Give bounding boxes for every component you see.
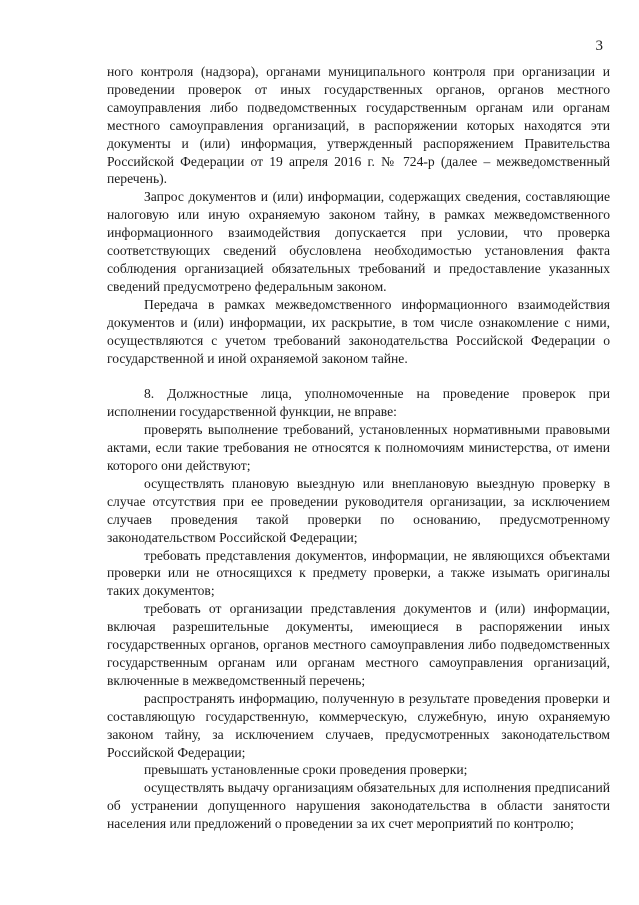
document-body xyxy=(107,63,610,833)
body-paragraph: ного контроля (надзора), органами муниципального контроля при организации и проведении проверок от иных государственных органов, органов местного самоуправления либо подведомственных государственным органам или органам местного самоуправления организаций, в распоряжении которых находятся эти документы и (или) информация, утвержденный распоряжением Правительства Российской Федерации от 19 апреля 2016 г. № 724-р (далее – межведомственный перечень). xyxy=(107,64,610,187)
body-paragraph: осуществлять плановую выездную или внеплановую выездную проверку в случае отсутствия при ее проведении руководителя организации, за исключением случаев проведения такой проверки по основанию, предусмотренному законодательством Российской Федерации; xyxy=(107,475,610,545)
body-paragraph: Передача в рамках межведомственного информационного взаимодействия документов и (или) информации, их раскрытие, в том числе ознакомление с ними, осуществляются с учетом требований законодательства Российской Федерации о государственной и иной охраняемой законом тайне. xyxy=(107,296,610,366)
body-paragraph: требовать от организации представления документов и (или) информации, включая разрешительные документы, имеющиеся в распоряжении иных государственных органов, органов местного самоуправления либо подведомственных государственным органам или органам местного самоуправления организаций, включенные в межведомственный перечень; xyxy=(107,601,610,688)
body-paragraph: проверять выполнение требований, установленных нормативными правовыми актами, если такие требования не относятся к полномочиям министерства, от имени которого они действуют; xyxy=(107,422,610,474)
body-paragraph: осуществлять выдачу организациям обязательных для исполнения предписаний об устранении допущенного нарушения законодательства в области занятости населения или предложений о проведении за их счет мероприятий по контролю; xyxy=(107,780,610,832)
page-number: 3 xyxy=(595,38,603,54)
body-paragraph: Запрос документов и (или) информации, содержащих сведения, составляющие налоговую или иную охраняемую законом тайну, в рамках межведомственного информационного взаимодействия допускается при условии, что проверка соответствующих сведений обусловлена необходимостью установления факта соблюдения организацией обязательных требований и предоставление указанных сведений предусмотрено федеральным законом. xyxy=(107,189,610,294)
body-paragraph: превышать установленные сроки проведения проверки; xyxy=(144,762,468,778)
body-paragraph: требовать представления документов, информации, не являющихся объектами проверки или не относящихся к предмету проверки, а также изымать оригиналы таких документов; xyxy=(107,547,610,599)
body-paragraph: 8. Должностные лица, уполномоченные на проведение проверок при исполнении государственной функции, не вправе: xyxy=(107,386,610,420)
section-gap xyxy=(107,367,610,385)
body-paragraph: распространять информацию, полученную в результате проведения проверки и составляющую государственную, коммерческую, служебную, иную охраняемую законом тайну, за исключением случаев, предусмотренных законодательством Российской Федерации; xyxy=(107,690,610,760)
